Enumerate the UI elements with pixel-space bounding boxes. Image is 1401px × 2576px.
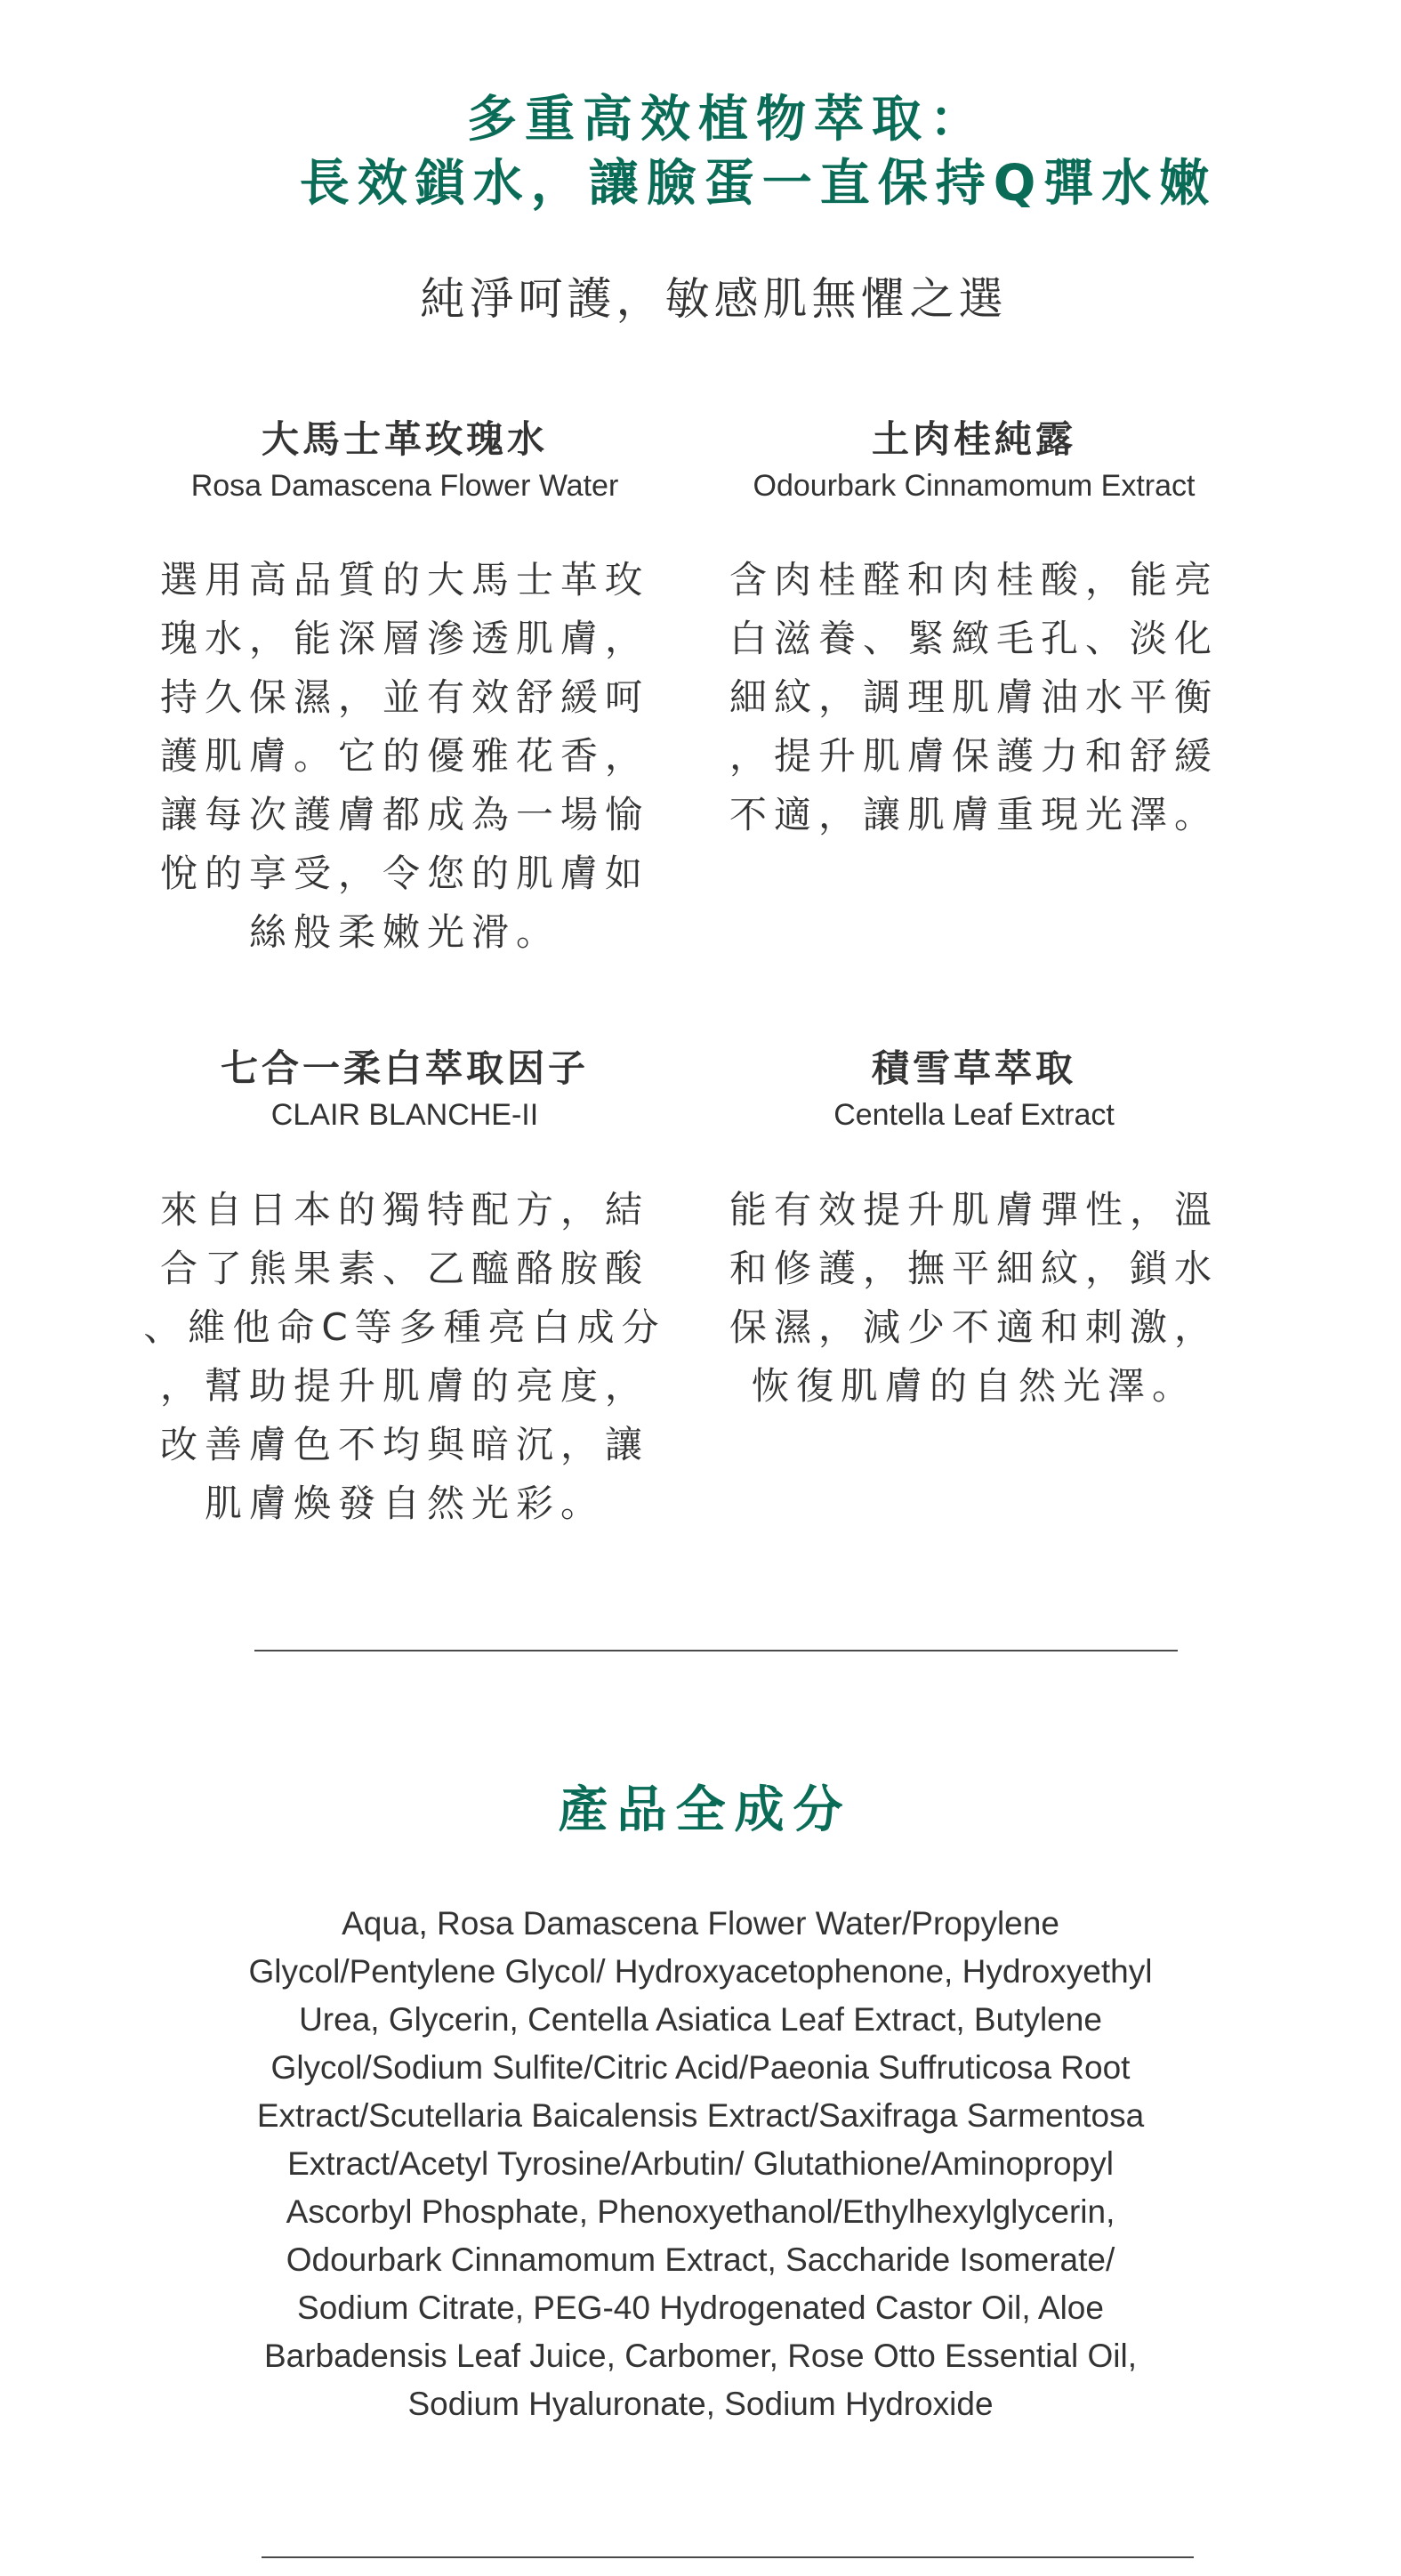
- feature-title-en: Centella Leaf Extract: [833, 1098, 1115, 1132]
- description-line: 、維他命C等多種亮白成分: [143, 1305, 666, 1349]
- description-line: 含肉桂醛和肉桂酸，能亮: [729, 558, 1219, 602]
- feature-title-en: Rosa Damascena Flower Water: [190, 469, 619, 503]
- feature-card-clair-blanche: [120, 1044, 689, 1136]
- description-line: ，提升肌膚保護力和舒緩: [729, 734, 1219, 778]
- feature-description-centella: [689, 1181, 1259, 1416]
- ingredients-title: 產品全成分: [558, 1781, 852, 1839]
- feature-description-rosa: [120, 551, 689, 962]
- description-line: 恢復肌膚的自然光澤。: [751, 1364, 1196, 1408]
- description-line: ，幫助提升肌膚的亮度，: [159, 1364, 649, 1408]
- feature-title-zh: 大馬士革玫瑰水: [261, 417, 548, 461]
- ingredients-line: Glycol/Sodium Sulfite/Citric Acid/Paeonia Suffruticosa Root: [270, 2049, 1131, 2086]
- description-line: 和修護，撫平細紋，鎖水: [729, 1247, 1219, 1290]
- feature-description-cinnamon: [689, 551, 1259, 844]
- description-line: 不適，讓肌膚重現光澤。: [729, 793, 1219, 836]
- description-line: 保濕，減少不適和刺激，: [729, 1305, 1219, 1349]
- page-title-line-2: 長效鎖水，讓臉蛋一直保持Q彈水嫩: [299, 155, 1218, 213]
- ingredients-line: Urea, Glycerin, Centella Asiatica Leaf Extract, Butylene: [299, 2001, 1102, 2038]
- feature-card-rosa: [120, 415, 689, 507]
- ingredients-line: Extract/Acetyl Tyrosine/Arbutin/ Glutathione/Aminopropyl: [287, 2145, 1114, 2182]
- description-line: 瑰水，能深層滲透肌膚，: [159, 617, 649, 660]
- feature-title-zh: 土肉桂純露: [871, 417, 1076, 461]
- description-line: 選用高品質的大馬士革玫: [159, 558, 649, 602]
- ingredients-line: Barbadensis Leaf Juice, Carbomer, Rose Otto Essential Oil,: [264, 2338, 1137, 2374]
- description-line: 能有效提升肌膚彈性，溫: [729, 1188, 1219, 1231]
- feature-description-clair-blanche: [120, 1181, 689, 1533]
- ingredients-line: Odourbark Cinnamomum Extract, Saccharide Isomerate/: [286, 2241, 1115, 2278]
- page-title-line-1: 多重高效植物萃取：: [467, 91, 987, 149]
- feature-title-zh: 積雪草萃取: [871, 1046, 1076, 1090]
- description-line: 白滋養、緊緻毛孔、淡化: [729, 617, 1219, 660]
- ingredients-list: [89, 1900, 1312, 2428]
- ingredients-line: Aqua, Rosa Damascena Flower Water/Propylene: [342, 1905, 1059, 1942]
- description-line: 細紋，調理肌膚油水平衡: [729, 675, 1219, 719]
- ingredients-line: Ascorbyl Phosphate, Phenoxyethanol/Ethylhexylglycerin,: [286, 2193, 1115, 2230]
- description-line: 悅的享受，令您的肌膚如: [159, 852, 649, 895]
- feature-title-en: Odourbark Cinnamomum Extract: [753, 469, 1196, 503]
- description-line: 讓每次護膚都成為一場愉: [159, 793, 649, 836]
- ingredients-line: Sodium Hyaluronate, Sodium Hydroxide: [407, 2386, 994, 2422]
- description-line: 持久保濕，並有效舒緩呵: [159, 675, 649, 719]
- feature-title-zh: 七合一柔白萃取因子: [220, 1046, 589, 1090]
- ingredients-line: Sodium Citrate, PEG-40 Hydrogenated Castor Oil, Aloe: [297, 2289, 1104, 2326]
- description-line: 來自日本的獨特配方，結: [159, 1188, 649, 1231]
- feature-card-centella: [689, 1044, 1259, 1136]
- ingredients-line: Glycol/Pentylene Glycol/ Hydroxyacetophenone, Hydroxyethyl: [248, 1953, 1153, 1990]
- feature-card-cinnamon: [689, 415, 1259, 507]
- description-line: 肌膚煥發自然光彩。: [204, 1482, 605, 1525]
- description-line: 護肌膚。它的優雅花香，: [159, 734, 649, 778]
- feature-title-en: CLAIR BLANCHE-II: [270, 1098, 539, 1132]
- description-line: 絲般柔嫩光滑。: [248, 910, 560, 954]
- description-line: 改善膚色不均與暗沉，讓: [159, 1423, 649, 1466]
- description-line: 合了熊果素、乙醯酪胺酸: [159, 1247, 649, 1290]
- page-subtitle: 純淨呵護，敏感肌無懼之選: [420, 273, 1008, 325]
- bottom-divider: [262, 2556, 1194, 2558]
- ingredients-line: Extract/Scutellaria Baicalensis Extract/Saxifraga Sarmentosa: [256, 2097, 1145, 2134]
- section-divider: [254, 1650, 1178, 1651]
